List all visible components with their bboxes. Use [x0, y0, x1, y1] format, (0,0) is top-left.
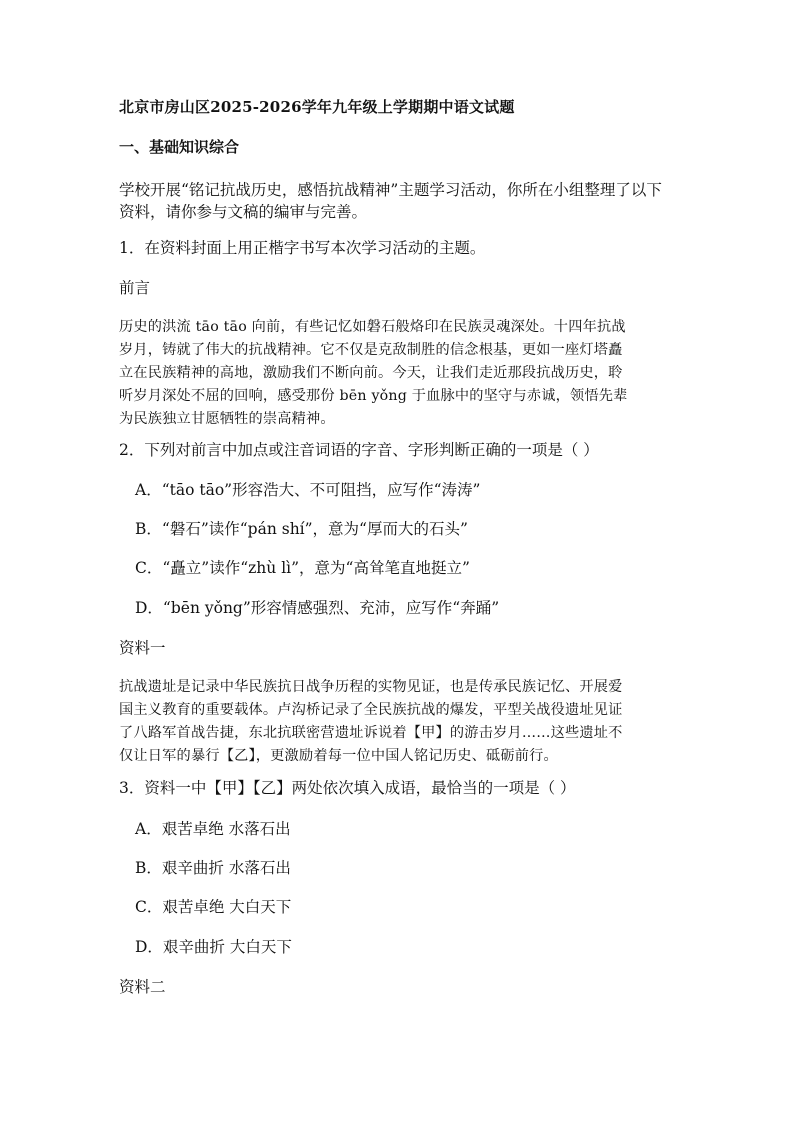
preface-line-1: 历史的洪流 tāo tāo 向前，有些记忆如磐石般烙印在民族灵魂深处。十四年抗战 — [119, 319, 626, 335]
preface-line-2: 岁月，铸就了伟大的抗战精神。它不仅是克敌制胜的信念根基，更如一座灯塔矗 — [119, 342, 623, 358]
question-3-option-d[interactable]: D．艰辛曲折 大白天下 — [135, 938, 292, 956]
preface-line-5: 为民族独立甘愿牺牲的崇高精神。 — [119, 411, 335, 427]
question-2-option-a[interactable]: A．“tāo tāo”形容浩大、不可阻挡，应写作“涛涛” — [135, 481, 481, 499]
material-1-line-3: 了八路军首战告捷，东北抗联密营遗址诉说着【甲】的游击岁月……这些遗址不 — [119, 725, 623, 741]
question-2-option-c[interactable]: C．“矗立”读作“zhù lì”，意为“高耸笔直地挺立” — [135, 559, 470, 577]
preface-line-4: 听岁月深处不屈的回响，感受那份 bēn yǒng 于血脉中的坚守与赤诚，领悟先辈 — [119, 388, 628, 404]
material-1-line-4: 仅让日军的暴行【乙】，更激励着每一位中国人铭记历史、砥砺前行。 — [119, 748, 558, 764]
question-2-option-d[interactable]: D．“bēn yǒng”形容情感强烈、充沛，应写作“奔踊” — [135, 599, 500, 617]
preface-line-3: 立在民族精神的高地，激励我们不断向前。今天，让我们走近那段抗战历史，聆 — [119, 365, 623, 381]
material-1-label: 资料一 — [119, 639, 166, 657]
question-3-option-a[interactable]: A．艰苦卓绝 水落石出 — [135, 820, 291, 838]
question-1: 1．在资料封面上用正楷字书写本次学习活动的主题。 — [119, 239, 486, 257]
section-heading: 一、基础知识综合 — [119, 138, 240, 156]
page-title: 北京市房山区2025-2026学年九年级上学期期中语文试题 — [119, 98, 515, 116]
material-1-line-1: 抗战遗址是记录中华民族抗日战争历程的实物见证，也是传承民族记忆、开展爱 — [119, 679, 623, 695]
material-1-line-2: 国主义教育的重要载体。卢沟桥记录了全民族抗战的爆发，平型关战役遗址见证 — [119, 702, 623, 718]
question-2-option-b[interactable]: B．“磐石”读作“pán shí”，意为“厚而大的石头” — [135, 520, 468, 538]
question-2-stem: 2．下列对前言中加点或注音词语的字音、字形判断正确的一项是（ ） — [119, 441, 599, 459]
intro-line-2: 资料，请你参与文稿的编审与完善。 — [119, 203, 368, 221]
intro-line-1: 学校开展“铭记抗战历史，感悟抗战精神”主题学习活动，你所在小组整理了以下 — [119, 181, 662, 199]
question-3-option-c[interactable]: C．艰苦卓绝 大白天下 — [135, 898, 292, 916]
preface-label: 前言 — [119, 279, 151, 297]
question-3-stem: 3．资料一中【甲】【乙】两处依次填入成语，最恰当的一项是（ ） — [119, 779, 576, 797]
question-3-option-b[interactable]: B．艰辛曲折 水落石出 — [135, 859, 291, 877]
material-2-label: 资料二 — [119, 978, 166, 996]
